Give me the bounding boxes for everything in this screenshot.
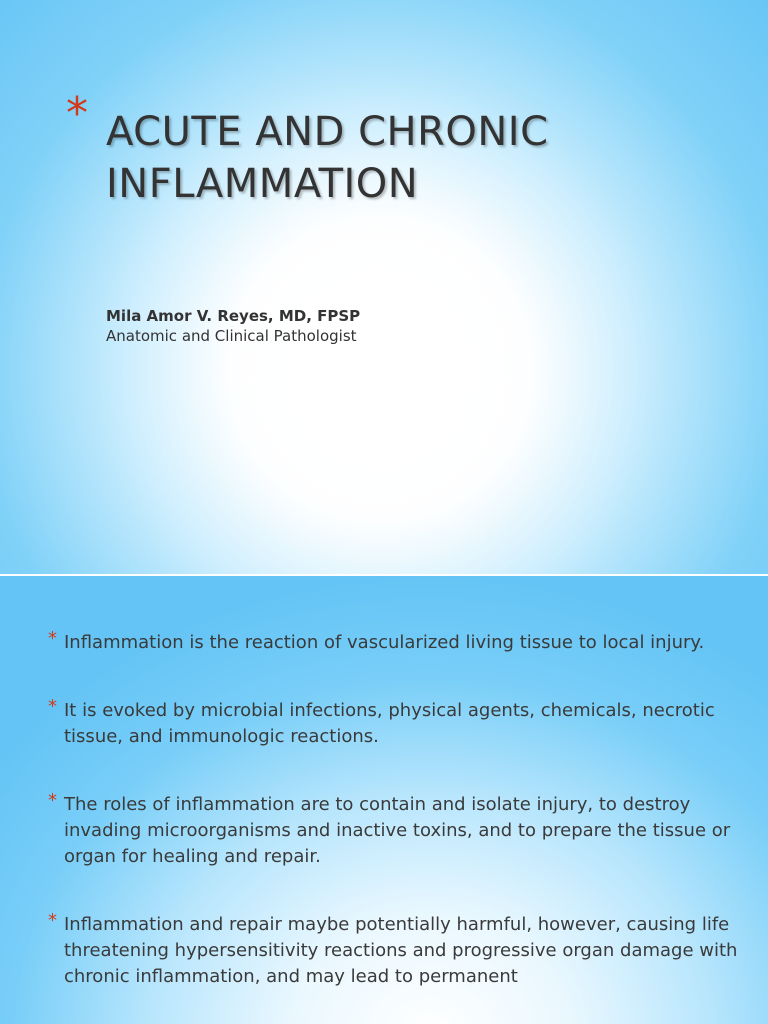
bullet-star-icon: * (48, 790, 57, 811)
bullet-text: It is evoked by microbial infections, physical agents, chemicals, necrotic tissue, and immunologic reactions. (64, 700, 715, 747)
bullet-item (48, 698, 748, 750)
bullet-list (48, 630, 748, 1024)
bullet-item (48, 630, 748, 656)
bullet-text: Inflammation and repair maybe potentially harmful, however, causing life threatening hypersensitivity reactions and progressive organ damage with chronic inflammation, and may lead to permanent (64, 914, 738, 987)
bullet-star-icon: * (48, 696, 57, 717)
bullet-item (48, 792, 748, 870)
slide-title-line-2: INFLAMMATION (106, 161, 419, 207)
author-block (106, 306, 360, 346)
author-name: Mila Amor V. Reyes, MD, FPSP (106, 307, 361, 325)
bullet-text: The roles of inflammation are to contain and isolate injury, to destroy invading microorganisms and inactive toxins, and to prepare the tissue or organ for healing and repair. (64, 794, 731, 867)
bullet-star-icon: * (48, 628, 57, 649)
slide-title (106, 106, 726, 210)
bullet-star-icon: * (48, 910, 57, 931)
bullet-text: Inflammation is the reaction of vascularized living tissue to local injury. (64, 632, 705, 653)
bullet-item (48, 912, 748, 990)
author-role: Anatomic and Clinical Pathologist (106, 327, 357, 345)
slide-title-line-1: ACUTE AND CHRONIC (106, 109, 549, 155)
title-bullet-star-icon: * (66, 88, 88, 139)
